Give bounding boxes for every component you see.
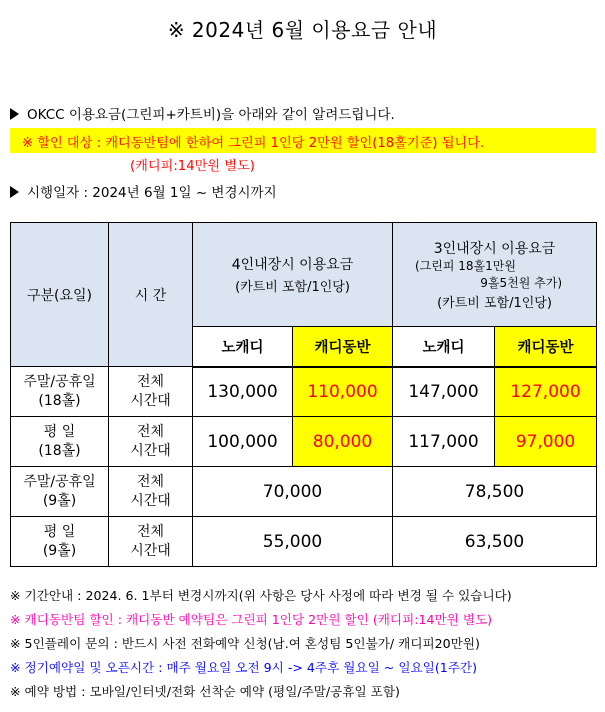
price-3-no-caddy: 117,000 <box>393 417 495 467</box>
row-category: 평 일 (9홀) <box>11 517 109 567</box>
intro-notice <box>10 103 395 123</box>
note-five-play: ※ 5인플레이 문의 : 반드시 사전 전화예약 신청(남.여 혼성팀 5인불가/ 캐디피20만원) <box>10 636 480 651</box>
note-open-time: ※ 정기예약일 및 오픈시간 : 매주 월요일 오전 9시 -> 4주후 월요일 ~ 일요일(1주간) <box>10 660 477 675</box>
row-category: 주말/공휴일 (18홀) <box>11 367 109 417</box>
group-4-header <box>193 223 393 327</box>
price-3: 78,500 <box>393 467 597 517</box>
price-4: 55,000 <box>193 517 393 567</box>
group-3-sub2: 9홀5천원 추가) <box>480 276 563 290</box>
price-3: 63,500 <box>393 517 597 567</box>
group-3-sub1: (그린피 18홀1만원 <box>415 259 516 273</box>
row-time: 전체 시간대 <box>109 417 193 467</box>
col-header-category: 구분(요일) <box>11 223 109 367</box>
note-method: ※ 예약 방법 : 모바일/인터넷/전화 선착순 예약 (평일/주말/공휴일 포함) <box>10 684 400 699</box>
intro-notice-text: OKCC 이용요금(그린피+카트비)을 아래와 같이 알려드립니다. <box>27 107 395 123</box>
price-4-with-caddy: 110,000 <box>293 367 393 417</box>
price-4-with-caddy: 80,000 <box>293 417 393 467</box>
price-3-no-caddy: 147,000 <box>393 367 495 417</box>
group-4-title: 4인내장시 이용요금 <box>231 257 354 273</box>
effective-date <box>10 181 277 201</box>
group-3-sub3: (카트비 포함/1인당) <box>437 296 552 311</box>
discount-line-2: (캐디피:14만원 별도) <box>130 159 255 174</box>
row-category: 주말/공휴일 (9홀) <box>11 467 109 517</box>
subheader-with-caddy-4: 캐디동반 <box>293 327 393 367</box>
table-row <box>11 417 597 467</box>
price-4-no-caddy: 100,000 <box>193 417 293 467</box>
price-table <box>10 222 597 567</box>
price-4-no-caddy: 130,000 <box>193 367 293 417</box>
price-3-with-caddy: 127,000 <box>495 367 597 417</box>
table-row <box>11 517 597 567</box>
triangle-bullet-icon <box>10 186 19 198</box>
subheader-no-caddy-3: 노캐디 <box>393 327 495 367</box>
table-header-row <box>11 223 597 327</box>
row-time: 전체 시간대 <box>109 467 193 517</box>
page-title: ※ 2024년 6월 이용요금 안내 <box>167 18 438 42</box>
table-row <box>11 367 597 417</box>
group-4-sub: (카트비 포함/1인당) <box>235 280 350 295</box>
row-category: 평 일 (18홀) <box>11 417 109 467</box>
row-time: 전체 시간대 <box>109 367 193 417</box>
effective-date-text: 시행일자 : 2024년 6월 1일 ~ 변경시까지 <box>27 185 277 201</box>
table-row <box>11 467 597 517</box>
group-3-header <box>393 223 597 327</box>
subheader-with-caddy-3: 캐디동반 <box>495 327 597 367</box>
discount-line-1: ※ 할인 대상 : 캐디동반팀에 한하여 그린피 1인당 2만원 할인(18홀기준) 됩니다. <box>22 136 485 151</box>
note-caddy-discount: ※ 캐디동반팀 할인 : 캐디동반 예약팀은 그린피 1인당 2만원 할인 (캐디피:14만원 별도) <box>10 612 493 627</box>
price-4: 70,000 <box>193 467 393 517</box>
row-time: 전체 시간대 <box>109 517 193 567</box>
col-header-time: 시 간 <box>109 223 193 367</box>
subheader-no-caddy-4: 노캐디 <box>193 327 293 367</box>
note-period: ※ 기간안내 : 2024. 6. 1부터 변경시까지(위 사항은 당사 사정에 따라 변경 될 수 있습니다) <box>10 588 512 603</box>
triangle-bullet-icon <box>10 108 19 120</box>
group-3-title: 3인내장시 이용요금 <box>433 241 556 257</box>
price-3-with-caddy: 97,000 <box>495 417 597 467</box>
